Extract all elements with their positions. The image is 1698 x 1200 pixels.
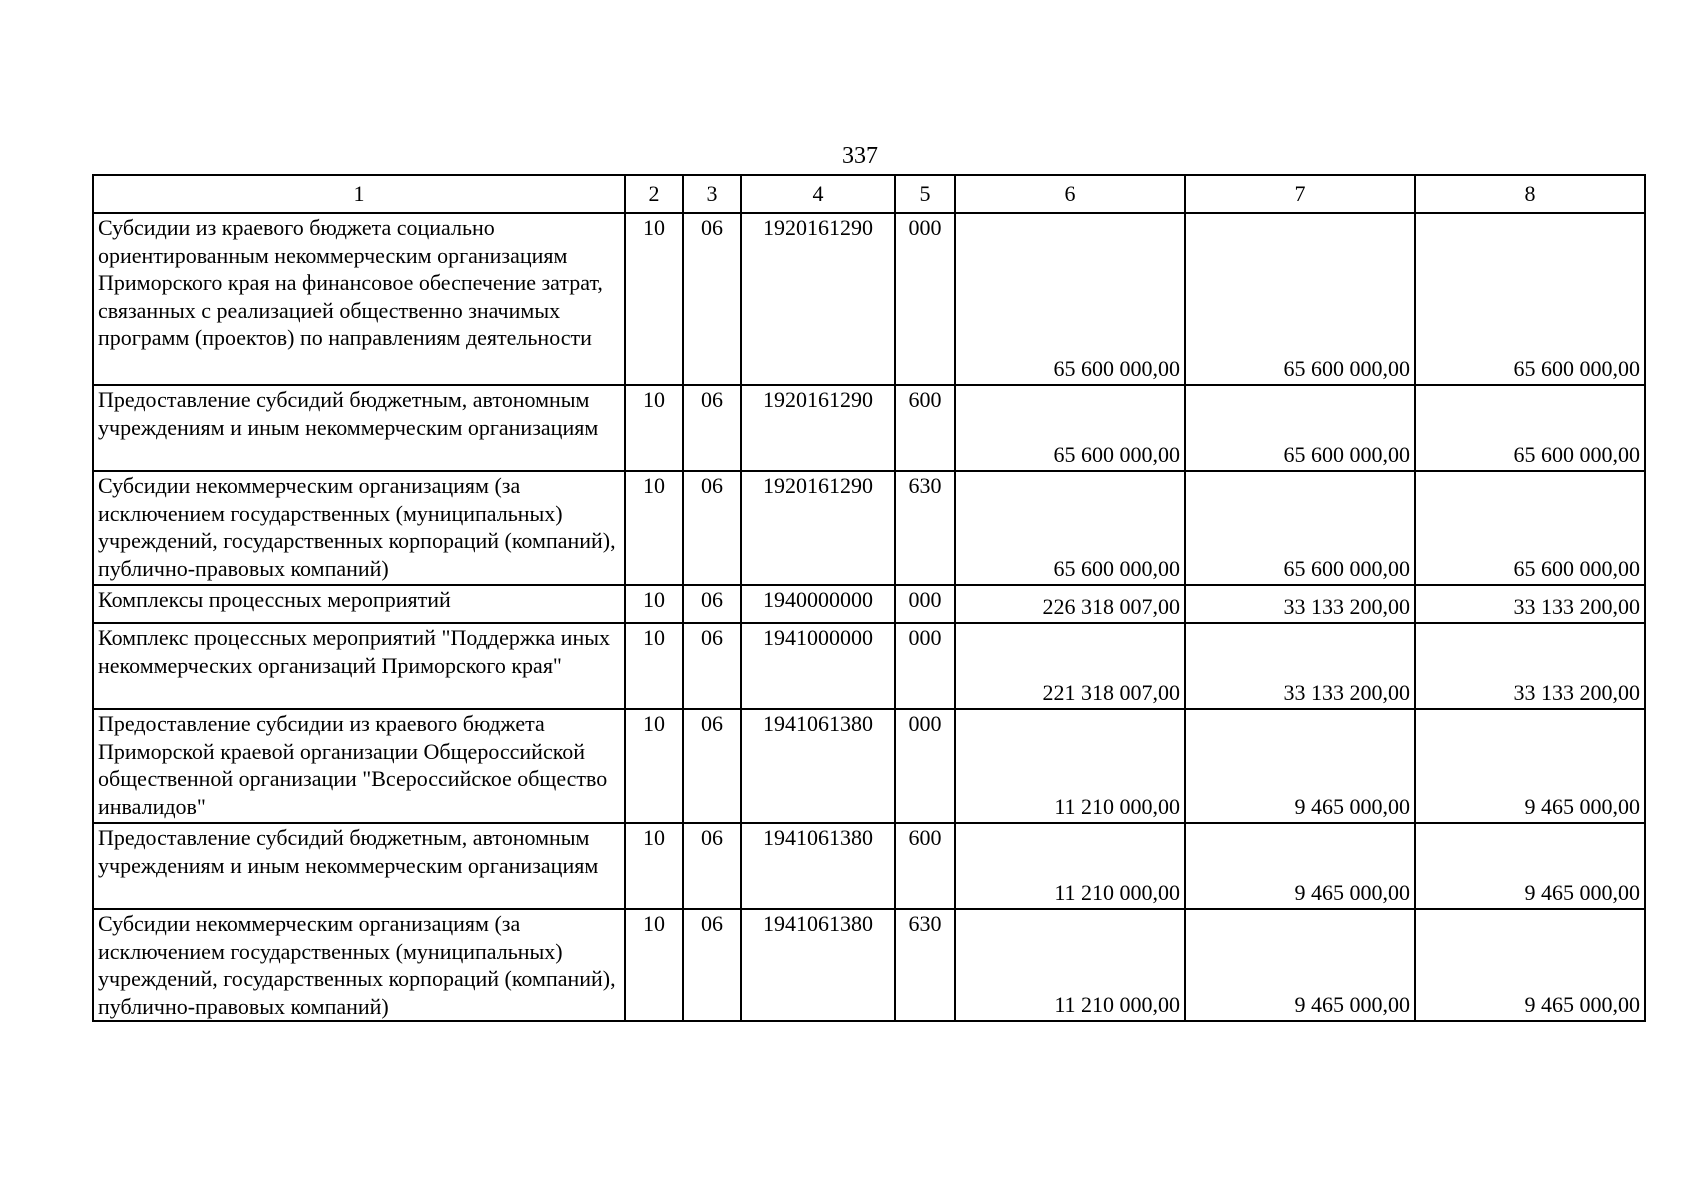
amount-col-8: [1415, 471, 1645, 585]
amount-col-7: [1185, 709, 1415, 823]
amount-col-8: [1415, 385, 1645, 471]
amount-value: 33 133 200,00: [1513, 593, 1640, 619]
amount-value: 33 133 200,00: [1513, 679, 1640, 705]
amount-value: 11 210 000,00: [1054, 879, 1180, 905]
section-code: 10: [625, 385, 683, 471]
table-row: [93, 385, 1645, 471]
row-name: Предоставление субсидий бюджетным, автономным учреждениям и иным некоммерческим организациям: [93, 385, 625, 471]
row-name: Комплексы процессных мероприятий: [93, 585, 625, 623]
section-code: 10: [625, 909, 683, 1021]
target-article-code: 1941061380: [741, 909, 895, 1021]
target-article-code: 1920161290: [741, 471, 895, 585]
subsection-code: 06: [683, 385, 741, 471]
target-article-code: 1940000000: [741, 585, 895, 623]
target-article-code: 1920161290: [741, 385, 895, 471]
amount-col-6: [955, 709, 1185, 823]
column-header: 7: [1185, 175, 1415, 213]
subsection-code: 06: [683, 585, 741, 623]
amount-col-6: [955, 823, 1185, 909]
row-name: Комплекс процессных мероприятий "Поддержка иных некоммерческих организаций Приморского края": [93, 623, 625, 709]
row-name: Субсидии некоммерческим организациям (за исключением государственных (муниципальных) учреждений, государственных корпораций (компаний), публично-правовых компаний): [93, 909, 625, 1021]
table-row: [93, 213, 1645, 385]
amount-col-6: [955, 623, 1185, 709]
expense-type-code: 630: [895, 909, 955, 1021]
amount-value: 65 600 000,00: [1513, 441, 1640, 467]
amount-value: 65 600 000,00: [1283, 441, 1410, 467]
expense-type-code: 000: [895, 709, 955, 823]
amount-value: 221 318 007,00: [1042, 679, 1180, 705]
amount-value: 9 465 000,00: [1524, 879, 1640, 905]
section-code: 10: [625, 585, 683, 623]
target-article-code: 1920161290: [741, 213, 895, 385]
amount-value: 9 465 000,00: [1294, 991, 1410, 1017]
amount-col-7: [1185, 471, 1415, 585]
amount-value: 9 465 000,00: [1524, 793, 1640, 819]
table-row: [93, 709, 1645, 823]
subsection-code: 06: [683, 709, 741, 823]
amount-value: 65 600 000,00: [1053, 355, 1180, 381]
amount-col-7: [1185, 585, 1415, 623]
expense-type-code: 600: [895, 385, 955, 471]
amount-col-8: [1415, 823, 1645, 909]
expense-type-code: 000: [895, 585, 955, 623]
page-number: 337: [842, 143, 878, 169]
target-article-code: 1941061380: [741, 823, 895, 909]
target-article-code: 1941061380: [741, 709, 895, 823]
amount-value: 65 600 000,00: [1283, 555, 1410, 581]
subsection-code: 06: [683, 909, 741, 1021]
column-header: 1: [93, 175, 625, 213]
subsection-code: 06: [683, 213, 741, 385]
row-name: Предоставление субсидии из краевого бюджета Приморской краевой организации Общероссийской общественной организации "Всероссийское общество инвалидов": [93, 709, 625, 823]
amount-col-8: [1415, 585, 1645, 623]
section-code: 10: [625, 623, 683, 709]
amount-col-6: [955, 909, 1185, 1021]
amount-col-8: [1415, 623, 1645, 709]
amount-value: 9 465 000,00: [1294, 879, 1410, 905]
amount-value: 9 465 000,00: [1524, 991, 1640, 1017]
row-name: Субсидии из краевого бюджета социально ориентированным некоммерческим организациям Приморского края на финансовое обеспечение затрат, связанных с реализацией общественно значимых программ (проектов) по направлениям деятельности: [93, 213, 625, 385]
row-name: Субсидии некоммерческим организациям (за исключением государственных (муниципальных) учреждений, государственных корпораций (компаний), публично-правовых компаний): [93, 471, 625, 585]
amount-value: 11 210 000,00: [1054, 991, 1180, 1017]
subsection-code: 06: [683, 823, 741, 909]
amount-value: 226 318 007,00: [1042, 593, 1180, 619]
amount-col-7: [1185, 823, 1415, 909]
amount-col-6: [955, 471, 1185, 585]
table-header-row: [93, 175, 1645, 213]
amount-col-8: [1415, 909, 1645, 1021]
amount-value: 65 600 000,00: [1283, 355, 1410, 381]
expense-type-code: 600: [895, 823, 955, 909]
amount-value: 65 600 000,00: [1053, 441, 1180, 467]
amount-value: 65 600 000,00: [1053, 555, 1180, 581]
expense-type-code: 000: [895, 623, 955, 709]
table-row: [93, 909, 1645, 1021]
row-name: Предоставление субсидий бюджетным, автономным учреждениям и иным некоммерческим организациям: [93, 823, 625, 909]
expense-type-code: 630: [895, 471, 955, 585]
column-header: 8: [1415, 175, 1645, 213]
amount-value: 11 210 000,00: [1054, 793, 1180, 819]
table-row: [93, 623, 1645, 709]
subsection-code: 06: [683, 623, 741, 709]
table-row: [93, 585, 1645, 623]
section-code: 10: [625, 471, 683, 585]
amount-value: 33 133 200,00: [1283, 679, 1410, 705]
target-article-code: 1941000000: [741, 623, 895, 709]
amount-value: 33 133 200,00: [1283, 593, 1410, 619]
amount-col-8: [1415, 213, 1645, 385]
amount-col-8: [1415, 709, 1645, 823]
amount-col-6: [955, 585, 1185, 623]
table-row: [93, 823, 1645, 909]
column-header: 3: [683, 175, 741, 213]
amount-col-7: [1185, 385, 1415, 471]
amount-col-7: [1185, 623, 1415, 709]
amount-value: 9 465 000,00: [1294, 793, 1410, 819]
section-code: 10: [625, 823, 683, 909]
section-code: 10: [625, 709, 683, 823]
amount-col-7: [1185, 213, 1415, 385]
budget-table: [92, 174, 1646, 1022]
amount-col-7: [1185, 909, 1415, 1021]
subsection-code: 06: [683, 471, 741, 585]
column-header: 4: [741, 175, 895, 213]
expense-type-code: 000: [895, 213, 955, 385]
column-header: 5: [895, 175, 955, 213]
column-header: 6: [955, 175, 1185, 213]
section-code: 10: [625, 213, 683, 385]
column-header: 2: [625, 175, 683, 213]
table-row: [93, 471, 1645, 585]
amount-value: 65 600 000,00: [1513, 355, 1640, 381]
amount-value: 65 600 000,00: [1513, 555, 1640, 581]
amount-col-6: [955, 385, 1185, 471]
amount-col-6: [955, 213, 1185, 385]
